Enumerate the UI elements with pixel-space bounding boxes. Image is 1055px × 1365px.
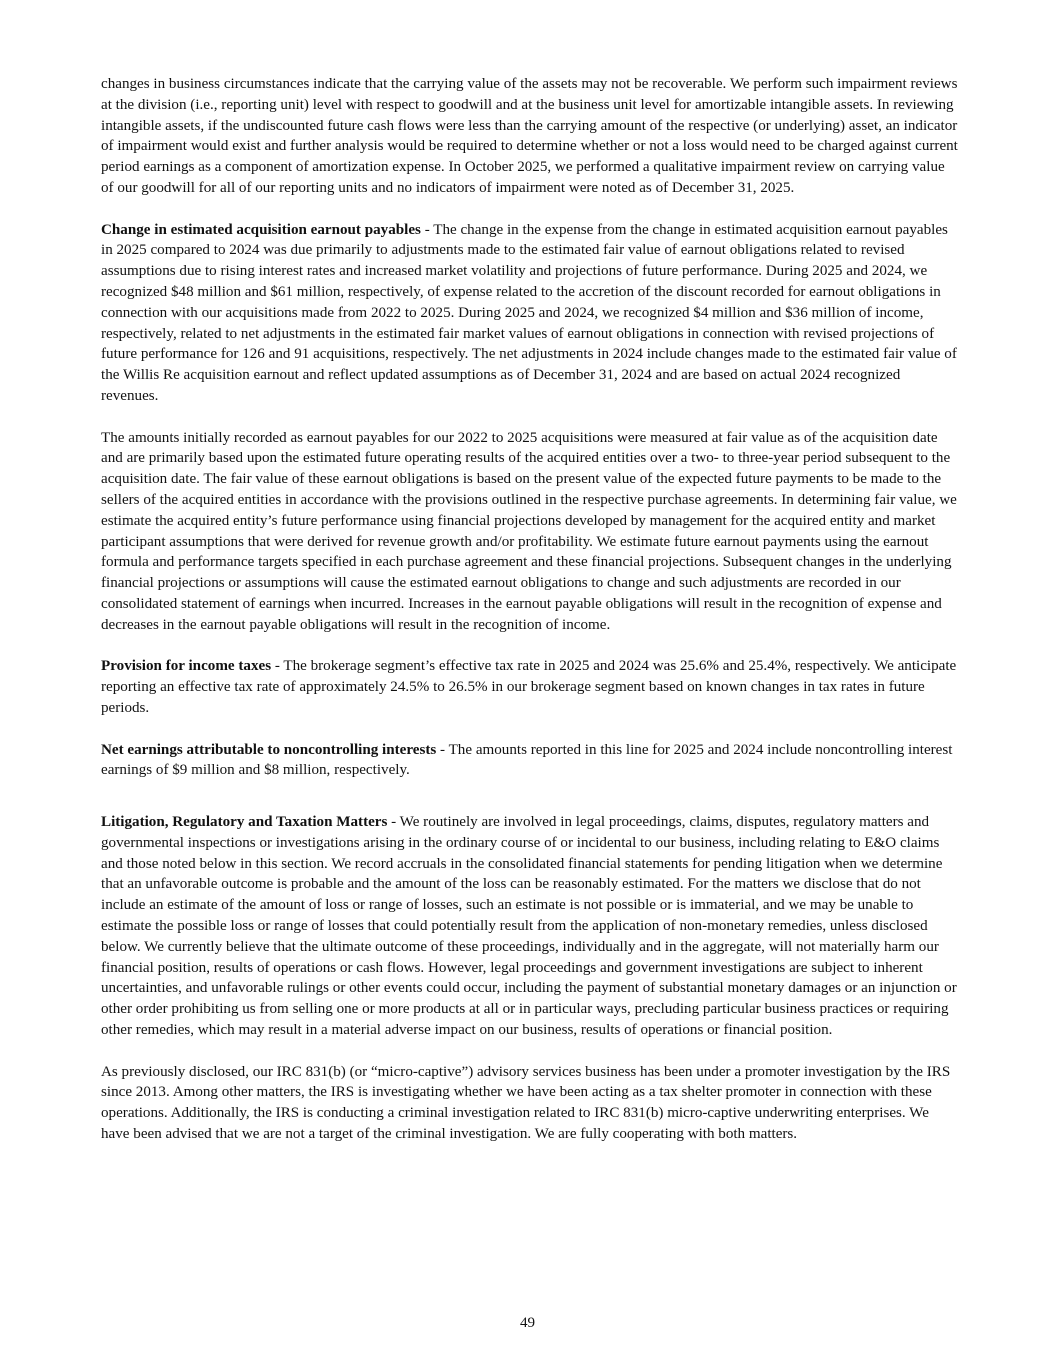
paragraph-litigation-matters	[101, 812, 959, 1041]
paragraph-micro-captive-investigation	[101, 1062, 959, 1145]
paragraph-earnout-payables-change	[101, 220, 959, 407]
paragraph-heading: Provision for income taxes	[101, 658, 272, 675]
paragraph-text: - We routinely are involved in legal proceedings, claims, disputes, regulatory matters and governmental inspections or investigations arising in the ordinary course of or incidental to our business, including relating to E&O claims and those noted below in this section. We record accruals in the consolidated financial statements for pending litigation when we determine that an unfavorable outcome is probable and the amount of the loss can be reasonably estimated. For the matters we disclose that do not include an estimate of the amount of loss or range of losses, such an estimate is not possible or is immaterial, and we may be unable to estimate the possible loss or range of losses that could potentially result from the application of non-monetary remedies, unless disclosed below. We currently believe that the ultimate outcome of these proceedings, individually and in the aggregate, will not materially harm our financial position, results of operations or cash flows. However, legal proceedings and government investigations are subject to inherent uncertainties, and unfavorable rulings or other events could occur, including the payment of substantial monetary damages or an injunction or other order prohibiting us from selling one or more products at all or in particular ways, precluding particular business practices or requiring other remedies, which may result in a material adverse impact on our business, results of operations or financial position.	[101, 814, 957, 1039]
paragraph-heading: Change in estimated acquisition earnout payables	[101, 221, 421, 238]
page-number: 49	[519, 1315, 536, 1331]
paragraph-heading: Litigation, Regulatory and Taxation Matters	[101, 814, 388, 831]
paragraph-text: As previously disclosed, our IRC 831(b) (or “micro-captive”) advisory services business has been under a promoter investigation by the IRS since 2013. Among other matters, the IRS is investigating whether we have been acting as a tax shelter promoter in connection with these operations. Additionally, the IRS is conducting a criminal investigation related to IRC 831(b) micro-captive underwriting enterprises. We have been advised that we are not a target of the criminal investigation. We are fully cooperating with both matters.	[101, 1063, 951, 1143]
paragraph-text: - The amounts reported in this line for 2025 and 2024 include noncontrolling interest earnings of $9 million and $8 million, respectively.	[101, 741, 953, 779]
paragraph-text: - The brokerage segment’s effective tax rate in 2025 and 2024 was 25.6% and 25.4%, respectively. We anticipate reporting an effective tax rate of approximately 24.5% to 26.5% in our brokerage segment based on known changes in tax rates in future periods.	[101, 658, 957, 716]
paragraph-earnout-fair-value	[101, 428, 959, 636]
paragraph-heading: Net earnings attributable to noncontrolling interests	[101, 741, 437, 758]
paragraph-income-taxes	[101, 656, 959, 718]
paragraph-impairment-review	[101, 74, 959, 199]
paragraph-text: - The change in the expense from the change in estimated acquisition earnout payables in 2025 compared to 2024 was due primarily to adjustments made to the estimated fair value of earnout obligations related to revised assumptions due to rising interest rates and increased market volatility and projections of future performance. During 2025 and 2024, we recognized $48 million and $61 million, respectively, of expense related to the accretion of the discount recorded for earnout obligations in connection with our acquisitions made from 2022 to 2025. During 2025 and 2024, we recognized $4 million and $36 million of income, respectively, related to net adjustments in the estimated fair market values of earnout obligations in connection with revised projections of future performance for 126 and 91 acquisitions, respectively. The net adjustments in 2024 include changes made to the estimated fair value of the Willis Re acquisition earnout and reflect updated assumptions as of December 31, 2024 and are based on actual 2024 recognized revenues.	[101, 221, 957, 404]
paragraph-text: The amounts initially recorded as earnout payables for our 2022 to 2025 acquisitions were measured at fair value as of the acquisition date and are primarily based upon the estimated future operating results of the acquired entities over a two- to three-year period subsequent to the acquisition date. The fair value of these earnout obligations is based on the present value of the expected future payments to be made to the sellers of the acquired entities in accordance with the provisions outlined in the respective purchase agreements. In determining fair value, we estimate the acquired entity’s future performance using financial projections developed by management for the acquired entity and market participant assumptions that were derived for revenue growth and/or profitability. We estimate future earnout payments using the earnout formula and performance targets specified in each purchase agreement and these financial projections. Subsequent changes in the underlying financial projections or assumptions will cause the estimated earnout obligations to change and such adjustments are recorded in our consolidated statement of earnings when incurred. Increases in the earnout payable obligations will result in the recognition of expense and decreases in the earnout payable obligations will result in the recognition of income.	[101, 429, 957, 633]
paragraph-noncontrolling-interests	[101, 740, 959, 782]
paragraph-text: changes in business circumstances indicate that the carrying value of the assets may not be recoverable. We perform such impairment reviews at the division (i.e., reporting unit) level with respect to goodwill and at the business unit level for amortizable intangible assets. In reviewing intangible assets, if the undiscounted future cash flows were less than the carrying amount of the respective (or underlying) asset, an indicator of impairment would exist and further analysis would be required to determine whether or not a loss would need to be charged against current period earnings as a component of amortization expense. In October 2025, we performed a qualitative impairment review on carrying value of our goodwill for all of our reporting units and no indicators of impairment were noted as of December 31, 2025.	[101, 76, 958, 196]
document-body	[101, 74, 959, 1166]
